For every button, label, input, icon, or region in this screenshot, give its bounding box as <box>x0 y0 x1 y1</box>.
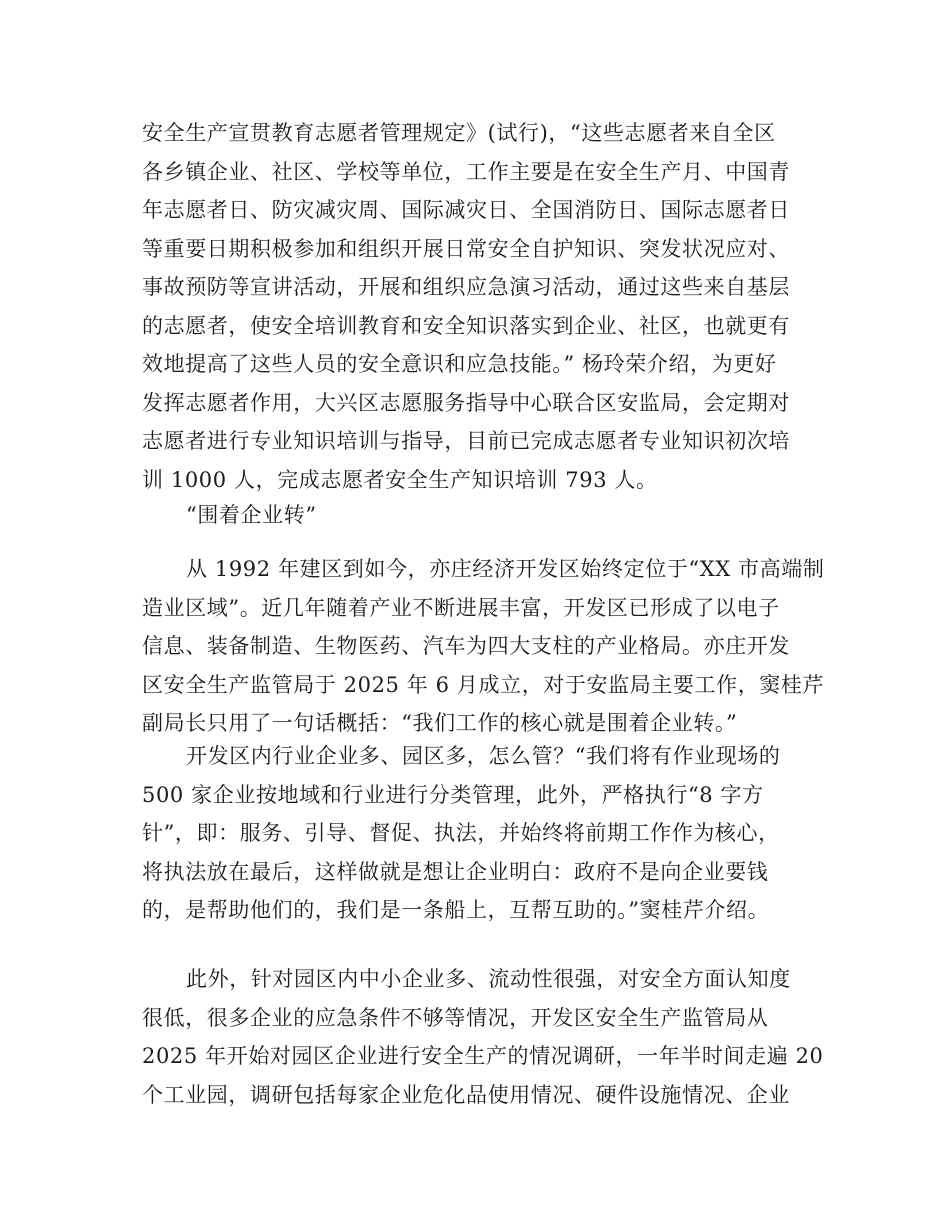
text-line: 各乡镇企业、社区、学校等单位，工作主要是在安全生产月、中国青 <box>142 159 790 184</box>
text-line: 将执法放在最后，这样做就是想让企业明白：政府不是向企业要钱 <box>142 859 769 884</box>
text-line: 500 家企业按地域和行业进行分类管理，此外，严格执行“8 字方 <box>142 782 764 807</box>
text-line: 发挥志愿者作用，大兴区志愿服务指导中心联合区安监局，会定期对 <box>142 390 790 415</box>
text-line: 的志愿者，使安全培训教育和安全知识落实到企业、社区，也就更有 <box>142 313 790 338</box>
text-line: 区安全生产监管局于 2025 年 6 月成立，对于安监局主要工作，窦桂芹 <box>142 672 825 697</box>
text-line: 安全生产宣贯教育志愿者管理规定》(试行)，“这些志愿者来自全区 <box>142 121 776 145</box>
text-line: 2025 年开始对园区企业进行安全生产的情况调研，一年半时间走遍 20 <box>142 1044 824 1068</box>
text-line: 从 1992 年建区到如今，亦庄经济开发区始终定位于“XX 市高端制 <box>186 557 825 581</box>
section-heading-text: “围着企业转” <box>186 503 317 527</box>
paragraph-survey <box>142 960 824 1114</box>
paragraph-development-zone <box>142 550 825 743</box>
text-line: 副局长只用了一句话概括：“我们工作的核心就是围着企业转。” <box>142 711 738 735</box>
paragraph-management <box>142 737 810 930</box>
text-line: 信息、装备制造、生物医药、汽车为四大支柱的产业格局。亦庄开发 <box>142 634 790 658</box>
paragraph-volunteers <box>142 114 810 499</box>
text-line: 志愿者进行专业知识培训与指导，目前已完成志愿者专业知识初次培 <box>142 429 790 453</box>
text-line: 很低，很多企业的应急条件不够等情况，开发区安全生产监管局从 <box>142 1005 769 1030</box>
text-line: 此外，针对园区内中小企业多、流动性很强，对安全方面认知度 <box>186 967 791 991</box>
text-line: 的，是帮助他们的，我们是一条船上，互帮互助的。”窦桂芹介绍。 <box>142 898 770 922</box>
text-line: 训 1000 人，完成志愿者安全生产知识培训 793 人。 <box>142 467 658 492</box>
text-line: 事故预防等宣讲活动，开展和组织应急演习活动，通过这些来自基层 <box>142 275 790 299</box>
text-line: 个工业园，调研包括每家企业危化品使用情况、硬件设施情况、企业 <box>142 1082 790 1107</box>
text-line: 开发区内行业企业多、园区多，怎么管？“我们将有作业现场的 <box>186 744 781 768</box>
text-line: 年志愿者日、防灾减灾周、国际减灾日、全国消防日、国际志愿者日 <box>142 198 790 222</box>
section-heading <box>142 496 810 535</box>
text-line: 效地提高了这些人员的安全意识和应急技能。” 杨玲荣介绍，为更好 <box>142 352 777 376</box>
text-line: 针”，即：服务、引导、督促、执法，并始终将前期工作作为核心， <box>142 821 780 845</box>
text-line: 等重要日期积极参加和组织开展日常安全自护知识、突发状况应对、 <box>142 236 790 261</box>
text-line: 造业区域”。近几年随着产业不断进展丰富，开发区已形成了以电子 <box>142 595 780 620</box>
